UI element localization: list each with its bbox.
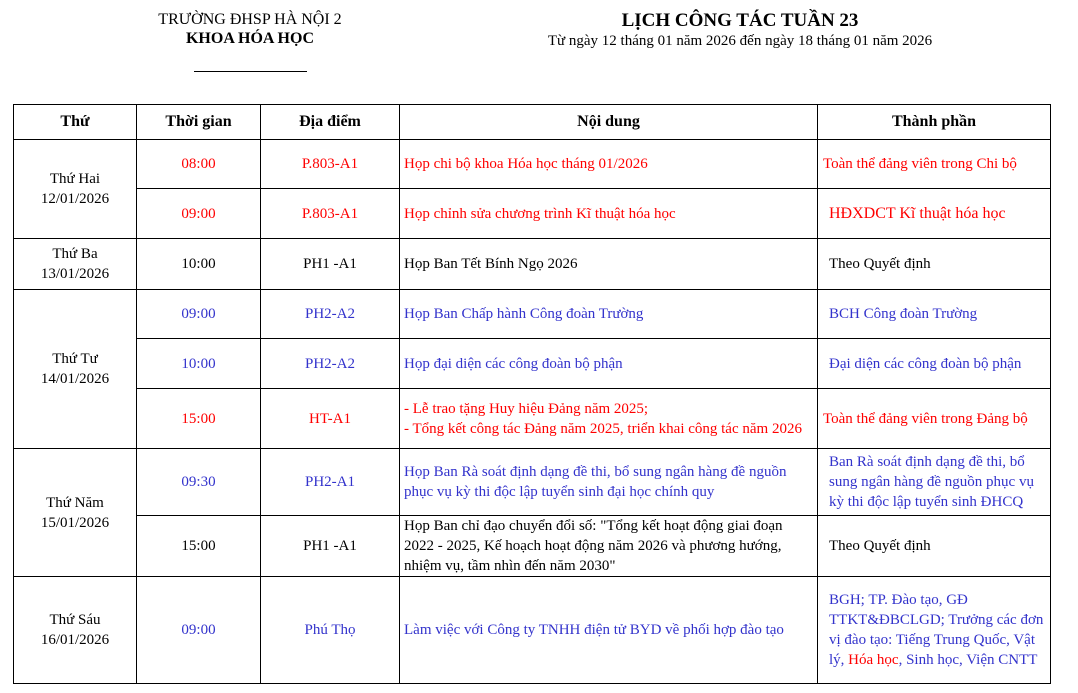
place-cell: P.803-A1 [261,189,400,239]
participants-cell: BCH Công đoàn Trường [818,290,1051,339]
time-cell: 09:00 [137,577,261,684]
participants-cell [818,577,1051,684]
table-row [14,516,1051,577]
participants-highlight: Hóa học [848,652,899,668]
content-line: - Lễ trao tặng Huy hiệu Đảng năm 2025; [404,400,649,417]
place-cell: HT-A1 [261,389,400,449]
content-cell: Họp đại diện các công đoàn bộ phận [400,339,818,389]
header-divider [194,71,307,72]
place-cell: PH2-A1 [261,449,400,516]
content-cell: Họp chi bộ khoa Hóa học tháng 01/2026 [400,140,818,189]
time-cell: 15:00 [137,389,261,449]
place-cell: PH2-A2 [261,290,400,339]
institution-name: TRƯỜNG ĐHSP HÀ NỘI 2 [158,11,342,28]
day-cell-monday [14,140,137,239]
table-header-row [14,105,1051,140]
header-left [120,10,380,72]
table-row [14,577,1051,684]
date-range: Từ ngày 12 tháng 01 năm 2026 đến ngày 18 tháng 01 năm 2026 [547,33,933,49]
col-header-content: Nội dung [400,105,818,140]
time-cell: 15:00 [137,516,261,577]
day-date: 15/01/2026 [40,514,110,531]
day-date: 12/01/2026 [40,191,110,207]
day-date: 16/01/2026 [40,632,110,648]
time-cell: 09:30 [137,449,261,516]
day-cell-tuesday [14,239,137,290]
time-cell: 09:00 [137,189,261,239]
participants-cell: Toàn thể đảng viên trong Chi bộ [818,140,1051,189]
day-cell-thursday [14,449,137,577]
time-cell: 09:00 [137,290,261,339]
col-header-participants: Thành phần [818,105,1051,140]
schedule-table [13,104,1051,684]
page-title: LỊCH CÔNG TÁC TUẦN 23 [621,10,859,31]
table-row [14,339,1051,389]
content-cell: Họp chỉnh sửa chương trình Kĩ thuật hóa học [400,189,818,239]
table-row [14,449,1051,516]
participants-cell: Đại diện các công đoàn bộ phận [818,339,1051,389]
content-cell: Làm việc với Công ty TNHH điện tử BYD về phối hợp đào tạo [400,577,818,684]
content-cell: Họp Ban Rà soát định dạng đề thi, bổ sung ngân hàng đề nguồn phục vụ kỳ thi độc lập tuyển sinh đại học chính quy [400,449,818,516]
participants-part: , Sinh học, Viện CNTT [898,652,1038,668]
place-cell: Phú Thọ [261,577,400,684]
content-cell: Họp Ban Tết Bính Ngọ 2026 [400,239,818,290]
header-right [500,10,980,50]
day-cell-wednesday [14,290,137,449]
col-header-time: Thời gian [137,105,261,140]
place-cell: PH1 -A1 [261,239,400,290]
col-header-place: Địa điểm [261,105,400,140]
day-name: Thứ Sáu [49,612,101,628]
day-date: 13/01/2026 [40,266,110,282]
participants-part: BGH; TP. Đào tạo, GĐ TTKT&ĐBCLGD; Trưởng các đơn vị đào tạo: Tiếng Trung Quốc, Vật lý, [829,592,1044,668]
day-name: Thứ Năm [46,494,104,511]
day-name: Thứ Hai [49,171,101,187]
participants-cell: Theo Quyết định [818,239,1051,290]
content-cell: Họp Ban Chấp hành Công đoàn Trường [400,290,818,339]
time-cell: 10:00 [137,239,261,290]
day-cell-friday [14,577,137,684]
participants-cell: Ban Rà soát định dạng đề thi, bổ sung ngân hàng đề nguồn phục vụ kỳ thi độc lập tuyển sinh ĐHCQ [818,449,1051,516]
table-row [14,239,1051,290]
place-cell: PH2-A2 [261,339,400,389]
day-name: Thứ Tư [52,351,98,367]
table-row [14,189,1051,239]
time-cell: 08:00 [137,140,261,189]
department-name: KHOA HÓA HỌC [185,30,314,47]
participants-cell: Theo Quyết định [818,516,1051,577]
place-cell: P.803-A1 [261,140,400,189]
day-name: Thứ Ba [52,246,98,262]
day-date: 14/01/2026 [40,371,110,387]
table-row [14,389,1051,449]
content-cell: Họp Ban chỉ đạo chuyển đổi số: "Tổng kết hoạt động giai đoạn 2022 - 2025, Kế hoạch hoạt động năm 2026 và phương hướng, nhiệm vụ, tầm nhìn đến năm 2030" [400,516,818,577]
col-header-day: Thứ [14,105,137,140]
content-line: - Tổng kết công tác Đảng năm 2025, triển khai công tác năm 2026 [404,420,802,437]
participants-cell: Toàn thể đảng viên trong Đảng bộ [818,389,1051,449]
table-row [14,140,1051,189]
table-row [14,290,1051,339]
time-cell: 10:00 [137,339,261,389]
content-cell [400,389,818,449]
place-cell: PH1 -A1 [261,516,400,577]
participants-cell: HĐXDCT Kĩ thuật hóa học [818,189,1051,239]
